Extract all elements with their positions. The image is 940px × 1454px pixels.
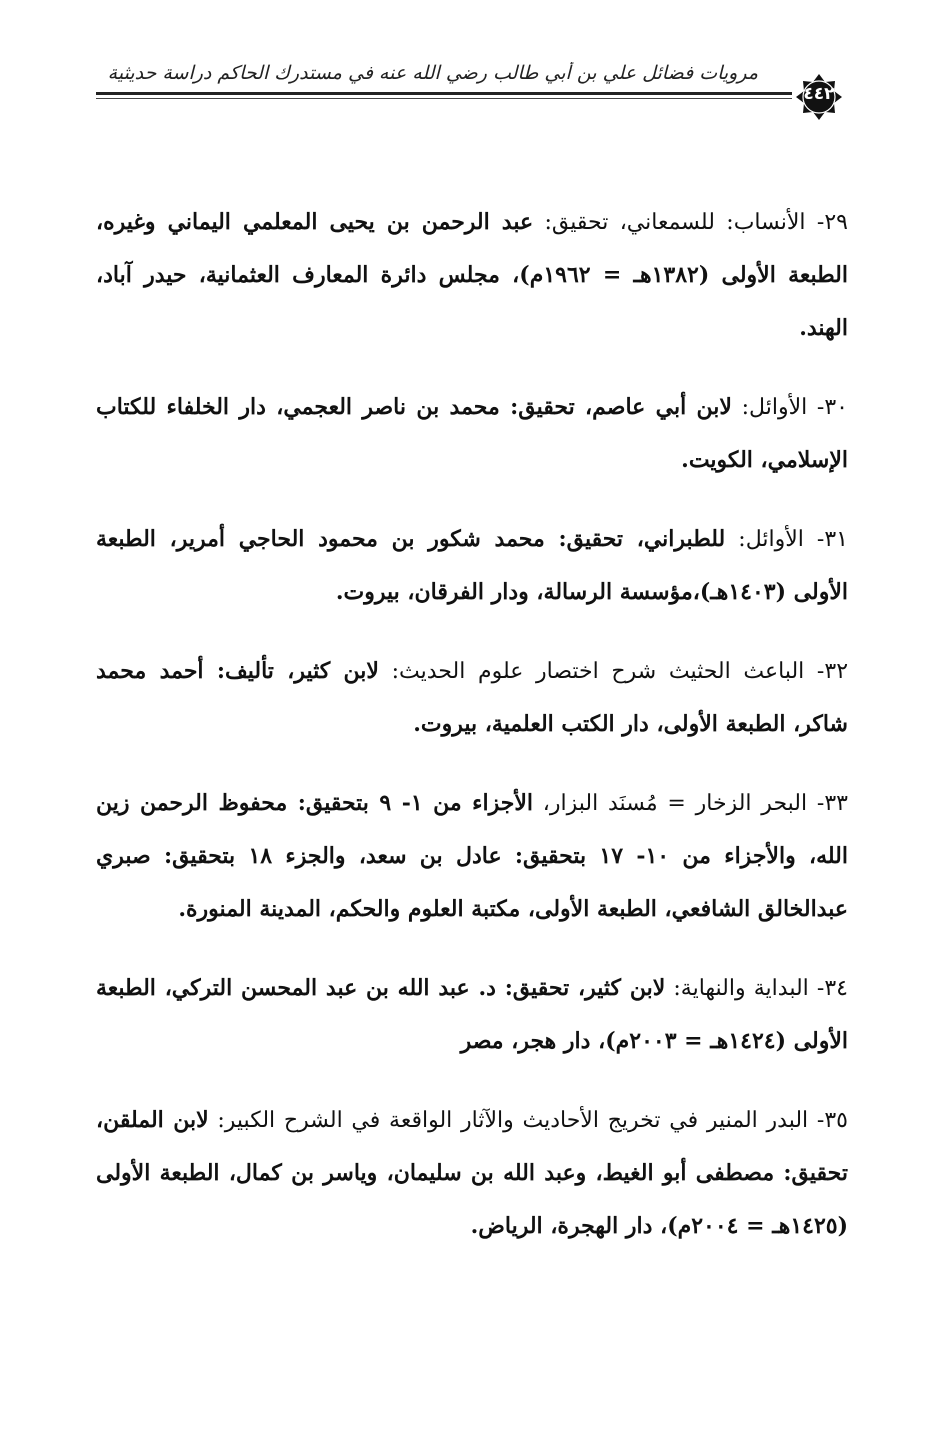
entry-details: لابن كثير، تأليف: أحمد محمد شاكر، الطبعة الأولى، دار الكتب العلمية، بيروت. bbox=[96, 658, 848, 737]
entry-number: ٣٥- bbox=[808, 1108, 848, 1133]
entry-details: الأجزاء من ١- ٩ بتحقيق: محفوظ الرحمن زين الله، والأجزاء من ١٠- ١٧ بتحقيق: عادل بن سعد، والجزء ١٨ بتحقيق: صبري عبدالخالق الشافعي، الطبعة الأولى، مكتبة العلوم والحكم، المدينة المنورة. bbox=[96, 790, 848, 922]
entry-details: للطبراني، تحقيق: محمد شكور بن محمود الحاجي أمرير، الطبعة الأولى (١٤٠٣هـ)،مؤسسة الرسالة، ودار الفرقان، بيروت. bbox=[96, 526, 848, 605]
bibliography-entry bbox=[96, 777, 848, 936]
entry-title: البدر المنير في تخريج الأحاديث والآثار الواقعة في الشرح الكبير: bbox=[208, 1108, 809, 1133]
bibliography-entry bbox=[96, 196, 848, 355]
entry-details: لابن أبي عاصم، تحقيق: محمد بن ناصر العجمي، دار الخلفاء للكتاب الإسلامي، الكويت. bbox=[96, 394, 848, 473]
entry-title: الأوائل: bbox=[731, 395, 808, 420]
entry-details: لابن كثير، تحقيق: د. عبد الله بن عبد المحسن التركي، الطبعة الأولى (١٤٢٤هـ = ٢٠٠٣م)، دار هجر، مصر bbox=[96, 975, 848, 1054]
entry-title: الباعث الحثيث شرح اختصار علوم الحديث: bbox=[378, 659, 805, 684]
entry-title: البحر الزخار = مُسنَد البزار، bbox=[532, 791, 808, 816]
entry-details: عبد الرحمن بن يحيى المعلمي اليماني وغيره، الطبعة الأولى (١٣٨٢هـ = ١٩٦٢م)، مجلس دائرة المعارف العثمانية، حيدر آباد، الهند. bbox=[96, 209, 848, 341]
entry-number: ٣١- bbox=[803, 527, 848, 552]
running-title: مرويات فضائل علي بن أبي طالب رضي الله عنه في مستدرك الحاكم دراسة حديثية bbox=[107, 62, 758, 84]
entry-title: البداية والنهاية: bbox=[665, 976, 809, 1001]
entry-number: ٣٤- bbox=[808, 976, 848, 1001]
bibliography-entry bbox=[96, 513, 848, 619]
bibliography-list bbox=[96, 196, 848, 1279]
bibliography-entry bbox=[96, 381, 848, 487]
entry-number: ٣٣- bbox=[807, 791, 848, 816]
entry-details: لابن الملقن، تحقيق: مصطفى أبو الغيط، وعبد الله بن سليمان، وياسر بن كمال، الطبعة الأولى (١٤٢٥هـ = ٢٠٠٤م)، دار الهجرة، الرياض. bbox=[96, 1107, 848, 1239]
entry-title: الأوائل: bbox=[725, 527, 804, 552]
page-number-badge bbox=[794, 72, 844, 122]
bibliography-entry bbox=[96, 645, 848, 751]
page-header bbox=[96, 54, 848, 126]
header-rule bbox=[96, 92, 792, 95]
entry-title: الأنساب: للسمعاني، تحقيق: bbox=[533, 210, 806, 235]
entry-number: ٣٢- bbox=[804, 659, 849, 684]
bibliography-entry bbox=[96, 962, 848, 1068]
entry-number: ٣٠- bbox=[807, 395, 848, 420]
entry-number: ٢٩- bbox=[805, 210, 848, 235]
bibliography-entry bbox=[96, 1094, 848, 1253]
header-rule-thin bbox=[96, 98, 792, 99]
page-number: ٤٤٢ bbox=[803, 84, 835, 104]
